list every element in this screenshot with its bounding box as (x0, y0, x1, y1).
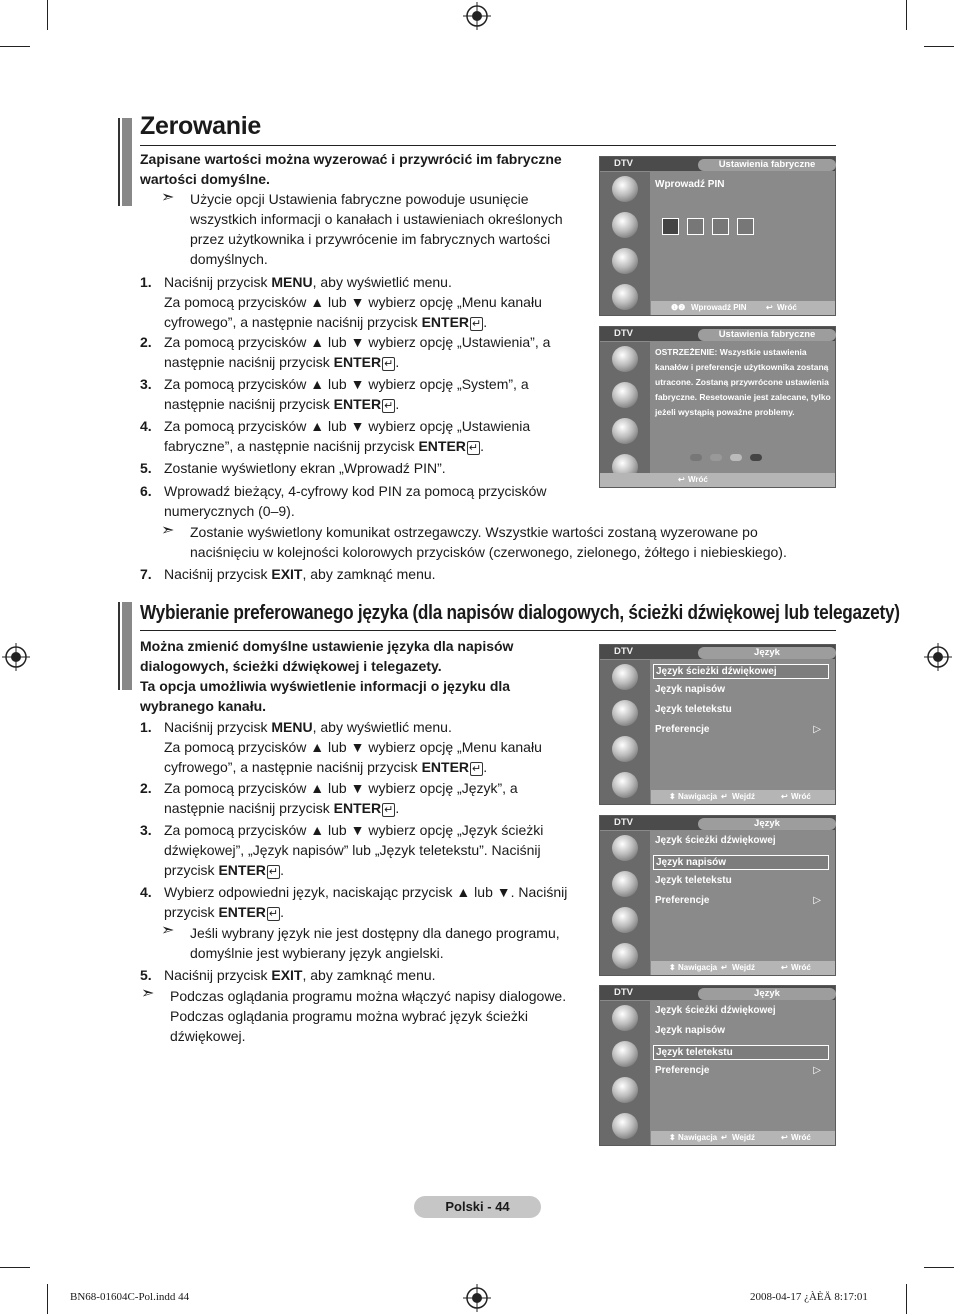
input-icon (612, 943, 638, 969)
menu-item[interactable]: Język ścieżki dźwiękowej (653, 664, 829, 679)
setup-icon (612, 248, 638, 274)
setup-icon (612, 736, 638, 762)
step-number: 3. (140, 822, 152, 838)
color-dot (710, 454, 722, 461)
picture-icon (612, 176, 638, 202)
screen-footer (600, 473, 835, 487)
screen-title: Ustawienia fabryczne (698, 159, 836, 171)
nav-icon: ⬍ (669, 1133, 676, 1142)
note-arrow-icon: ➣ (161, 189, 175, 206)
hint-back: Wróć (688, 475, 708, 484)
tv-screen-language (599, 985, 836, 1146)
pin-box-3 (712, 218, 729, 235)
dtv-label: DTV (614, 817, 633, 828)
registration-mark-icon (1, 642, 31, 672)
menu-item[interactable]: Język teletekstu (653, 1045, 829, 1060)
sound-icon (612, 1041, 638, 1067)
nav-icon: ⬍ (669, 792, 676, 801)
menu-item[interactable]: Język teletekstu (655, 704, 732, 715)
step-number: 1. (140, 719, 152, 735)
step-text: Naciśnij przycisk MENU, aby wyświetlić menu. Za pomocą przycisków ▲ lub ▼ wybierz opcję „Menu kanału cyfrowego”, a następnie naciśnij przycisk ENTER ↵ . (164, 274, 542, 330)
section-sidebar-bar (118, 118, 132, 206)
crop-mark (924, 1267, 954, 1268)
title-rule (140, 145, 836, 146)
section-sidebar-bar (118, 602, 132, 690)
crop-mark (906, 0, 907, 30)
menu-icon-column (600, 342, 650, 487)
screen-title: Język (698, 988, 836, 1000)
note-arrow-icon: ➣ (161, 922, 175, 939)
arrow-right-icon: ▷ (813, 724, 821, 735)
menu-item[interactable]: Język napisów (655, 1025, 726, 1036)
menu-item[interactable]: Język ścieżki dźwiękowej (655, 835, 776, 846)
step-number: 4. (140, 884, 152, 900)
note2-text: Podczas oglądania programu można włączyć napisy dialogowe. Podczas oglądania programu można wybrać język ścieżki dźwiękowej. (170, 988, 567, 1044)
tv-screen-pin (599, 156, 836, 316)
step-text: Za pomocą przycisków ▲ lub ▼ wybierz opcję „Język ścieżki dźwiękowej”, „Język napisów” lub „Język teletekstu”. Naciśnij przycisk ENTER ↵ . (164, 822, 544, 878)
input-icon (612, 1113, 638, 1139)
screen-title: Język (698, 818, 836, 830)
input-icon (612, 284, 638, 310)
pin-box-2 (687, 218, 704, 235)
step-text: Naciśnij przycisk EXIT, aby zamknąć menu. (164, 967, 436, 983)
picture-icon (612, 346, 638, 372)
screen-footer: ⬍ Nawigacja ↵ Wejdź ↩ Wróć (651, 790, 835, 804)
enter-icon: ↵ (721, 1133, 728, 1142)
screen-footer: ⬍ Nawigacja ↵ Wejdź ↩ Wróć (651, 961, 835, 975)
menu-item[interactable]: Język napisów (655, 684, 726, 695)
timestamp: 2008-04-17 ¿ÀÈÄ 8:17:01 (750, 1291, 868, 1303)
step-number: 6. (140, 483, 152, 499)
dtv-label: DTV (614, 328, 633, 339)
pin-box-1 (662, 218, 679, 235)
sound-icon (612, 700, 638, 726)
picture-icon (612, 664, 638, 690)
screen-footer: ⬍ Nawigacja ↵ Wejdź ↩ Wróć (651, 1131, 835, 1145)
menu-item[interactable]: Preferencje (655, 1065, 710, 1076)
menu-icon-column (600, 1001, 650, 1145)
tv-screen-language (599, 815, 836, 976)
step-text: Naciśnij przycisk EXIT, aby zamknąć menu. (164, 566, 436, 582)
intro-text: Zapisane wartości można wyzerować i przywrócić im fabryczne wartości domyślne. (140, 151, 562, 187)
step-text: Wybierz odpowiedni język, naciskając przycisk ▲ lub ▼. Naciśnij przycisk ENTER ↵ . (164, 884, 568, 920)
crop-mark (924, 46, 954, 47)
section-title: Zerowanie (140, 112, 261, 140)
step-text: Naciśnij przycisk MENU, aby wyświetlić menu. Za pomocą przycisków ▲ lub ▼ wybierz opcję „Menu kanału cyfrowego”, a następnie naciśnij przycisk ENTER ↵ . (164, 719, 542, 775)
dtv-label: DTV (614, 987, 633, 998)
input-icon (612, 772, 638, 798)
step-number: 7. (140, 566, 152, 582)
arrow-right-icon: ▷ (813, 1065, 821, 1076)
menu-item[interactable]: Preferencje (655, 724, 710, 735)
menu-icon-column (600, 660, 650, 804)
screen-title: Ustawienia fabryczne (698, 329, 836, 341)
crop-mark (0, 46, 30, 47)
enter-icon: ↵ (721, 963, 728, 972)
menu-icon-column (600, 172, 650, 315)
color-dot (750, 454, 762, 461)
setup-icon (612, 907, 638, 933)
sound-icon (612, 871, 638, 897)
color-dot (690, 454, 702, 461)
menu-item[interactable]: Język ścieżki dźwiękowej (655, 1005, 776, 1016)
pin-box-4 (737, 218, 754, 235)
registration-mark-icon (462, 1283, 492, 1313)
nav-icon: ⬍ (669, 963, 676, 972)
arrow-right-icon: ▷ (813, 895, 821, 906)
screen-title: Język (698, 647, 836, 659)
crop-mark (47, 1284, 48, 1314)
step-number: 4. (140, 418, 152, 434)
menu-icon-column (600, 831, 650, 975)
step-number: 2. (140, 780, 152, 796)
note-arrow-icon: ➣ (141, 985, 155, 1002)
file-name: BN68-01604C-Pol.indd 44 (70, 1291, 190, 1303)
warning-text: OSTRZEŻENIE: Wszystkie ustawienia kanałów i preferencje użytkownika zostaną utracone. Zostaną przywrócone ustawienia fabryczne. Resetowanie jest zalecane, tylko jeżeli wystąpią poważne problemy. (655, 347, 831, 417)
back-icon: ↩ (781, 792, 788, 801)
number-icon: ❶❷ (671, 303, 686, 312)
screen-footer (651, 301, 835, 315)
step-number: 5. (140, 460, 152, 476)
note-arrow-icon: ➣ (161, 522, 175, 539)
registration-mark-icon (462, 1, 492, 31)
note2-text: Zostanie wyświetlony komunikat ostrzegawczy. Wszystkie wartości zostaną wyzerowane po naciśnięciu w kolejności kolorowych przycisków (czerwonego, zielonego, żółtego i niebieskiego). (190, 524, 787, 560)
step-text: Za pomocą przycisków ▲ lub ▼ wybierz opcję „Język”, a następnie naciśnij przycisk ENTER ↵ . (164, 780, 518, 816)
step-text: Zostanie wyświetlony ekran „Wprowadź PIN”. (164, 460, 446, 476)
picture-icon (612, 1005, 638, 1031)
dtv-label: DTV (614, 158, 633, 169)
step-text: Wprowadź bieżący, 4-cyfrowy kod PIN za pomocą przycisków numerycznych (0–9). (164, 483, 547, 519)
crop-mark (47, 0, 48, 30)
hint-back: Wróć (777, 303, 797, 312)
crop-mark (906, 1284, 907, 1314)
picture-icon (612, 835, 638, 861)
step-number: 1. (140, 274, 152, 290)
color-dot (730, 454, 742, 461)
title-rule (140, 630, 836, 631)
step-text: Za pomocą przycisków ▲ lub ▼ wybierz opcję „Ustawienia”, a następnie naciśnij przycisk ENTER ↵ . (164, 334, 551, 370)
back-icon: ↩ (781, 963, 788, 972)
tv-screen-warning (599, 326, 836, 488)
step-number: 5. (140, 967, 152, 983)
enter-icon: ↵ (721, 792, 728, 801)
step-text: Za pomocą przycisków ▲ lub ▼ wybierz opcję „System”, a następnie naciśnij przycisk ENTER ↵ . (164, 376, 529, 412)
menu-item[interactable]: Język napisów (653, 855, 829, 870)
sound-icon (612, 382, 638, 408)
crop-mark (0, 1267, 30, 1268)
hint-pin: Wprowadź PIN (691, 303, 747, 312)
back-icon: ↩ (678, 475, 685, 484)
back-icon: ↩ (766, 303, 773, 312)
tv-screen-language (599, 644, 836, 805)
step-number: 2. (140, 334, 152, 350)
setup-icon (612, 1077, 638, 1103)
section-title: Wybieranie preferowanego języka (dla napisów dialogowych, ścieżki dźwiękowej lub telegazety) (140, 602, 900, 624)
menu-item[interactable]: Język teletekstu (655, 875, 732, 886)
dtv-label: DTV (614, 646, 633, 657)
sound-icon (612, 212, 638, 238)
note-text: Użycie opcji Ustawienia fabryczne powoduje usunięcie wszystkich informacji o kanałach i ustawieniach określonych przez użytkownika i przywrócenie im fabrycznych wartości domyślnych. (190, 191, 563, 267)
step-text: Za pomocą przycisków ▲ lub ▼ wybierz opcję „Ustawienia fabryczne”, a następnie naciśnij przycisk ENTER ↵ . (164, 418, 531, 454)
intro-text: Można zmienić domyślne ustawienie języka dla napisów dialogowych, ścieżki dźwiękowej i telegazety. Ta opcja umożliwia wyświetlenie informacji o języku dla wybranego kanału. (140, 638, 514, 714)
setup-icon (612, 418, 638, 444)
back-icon: ↩ (781, 1133, 788, 1142)
step-number: 3. (140, 376, 152, 392)
registration-mark-icon (923, 642, 953, 672)
page-number: Polski - 44 (414, 1196, 541, 1218)
note-text: Jeśli wybrany język nie jest dostępny dla danego programu, domyślnie jest wybierany język angielski. (190, 925, 560, 961)
pin-label: Wprowadź PIN (655, 179, 725, 190)
menu-item[interactable]: Preferencje (655, 895, 710, 906)
